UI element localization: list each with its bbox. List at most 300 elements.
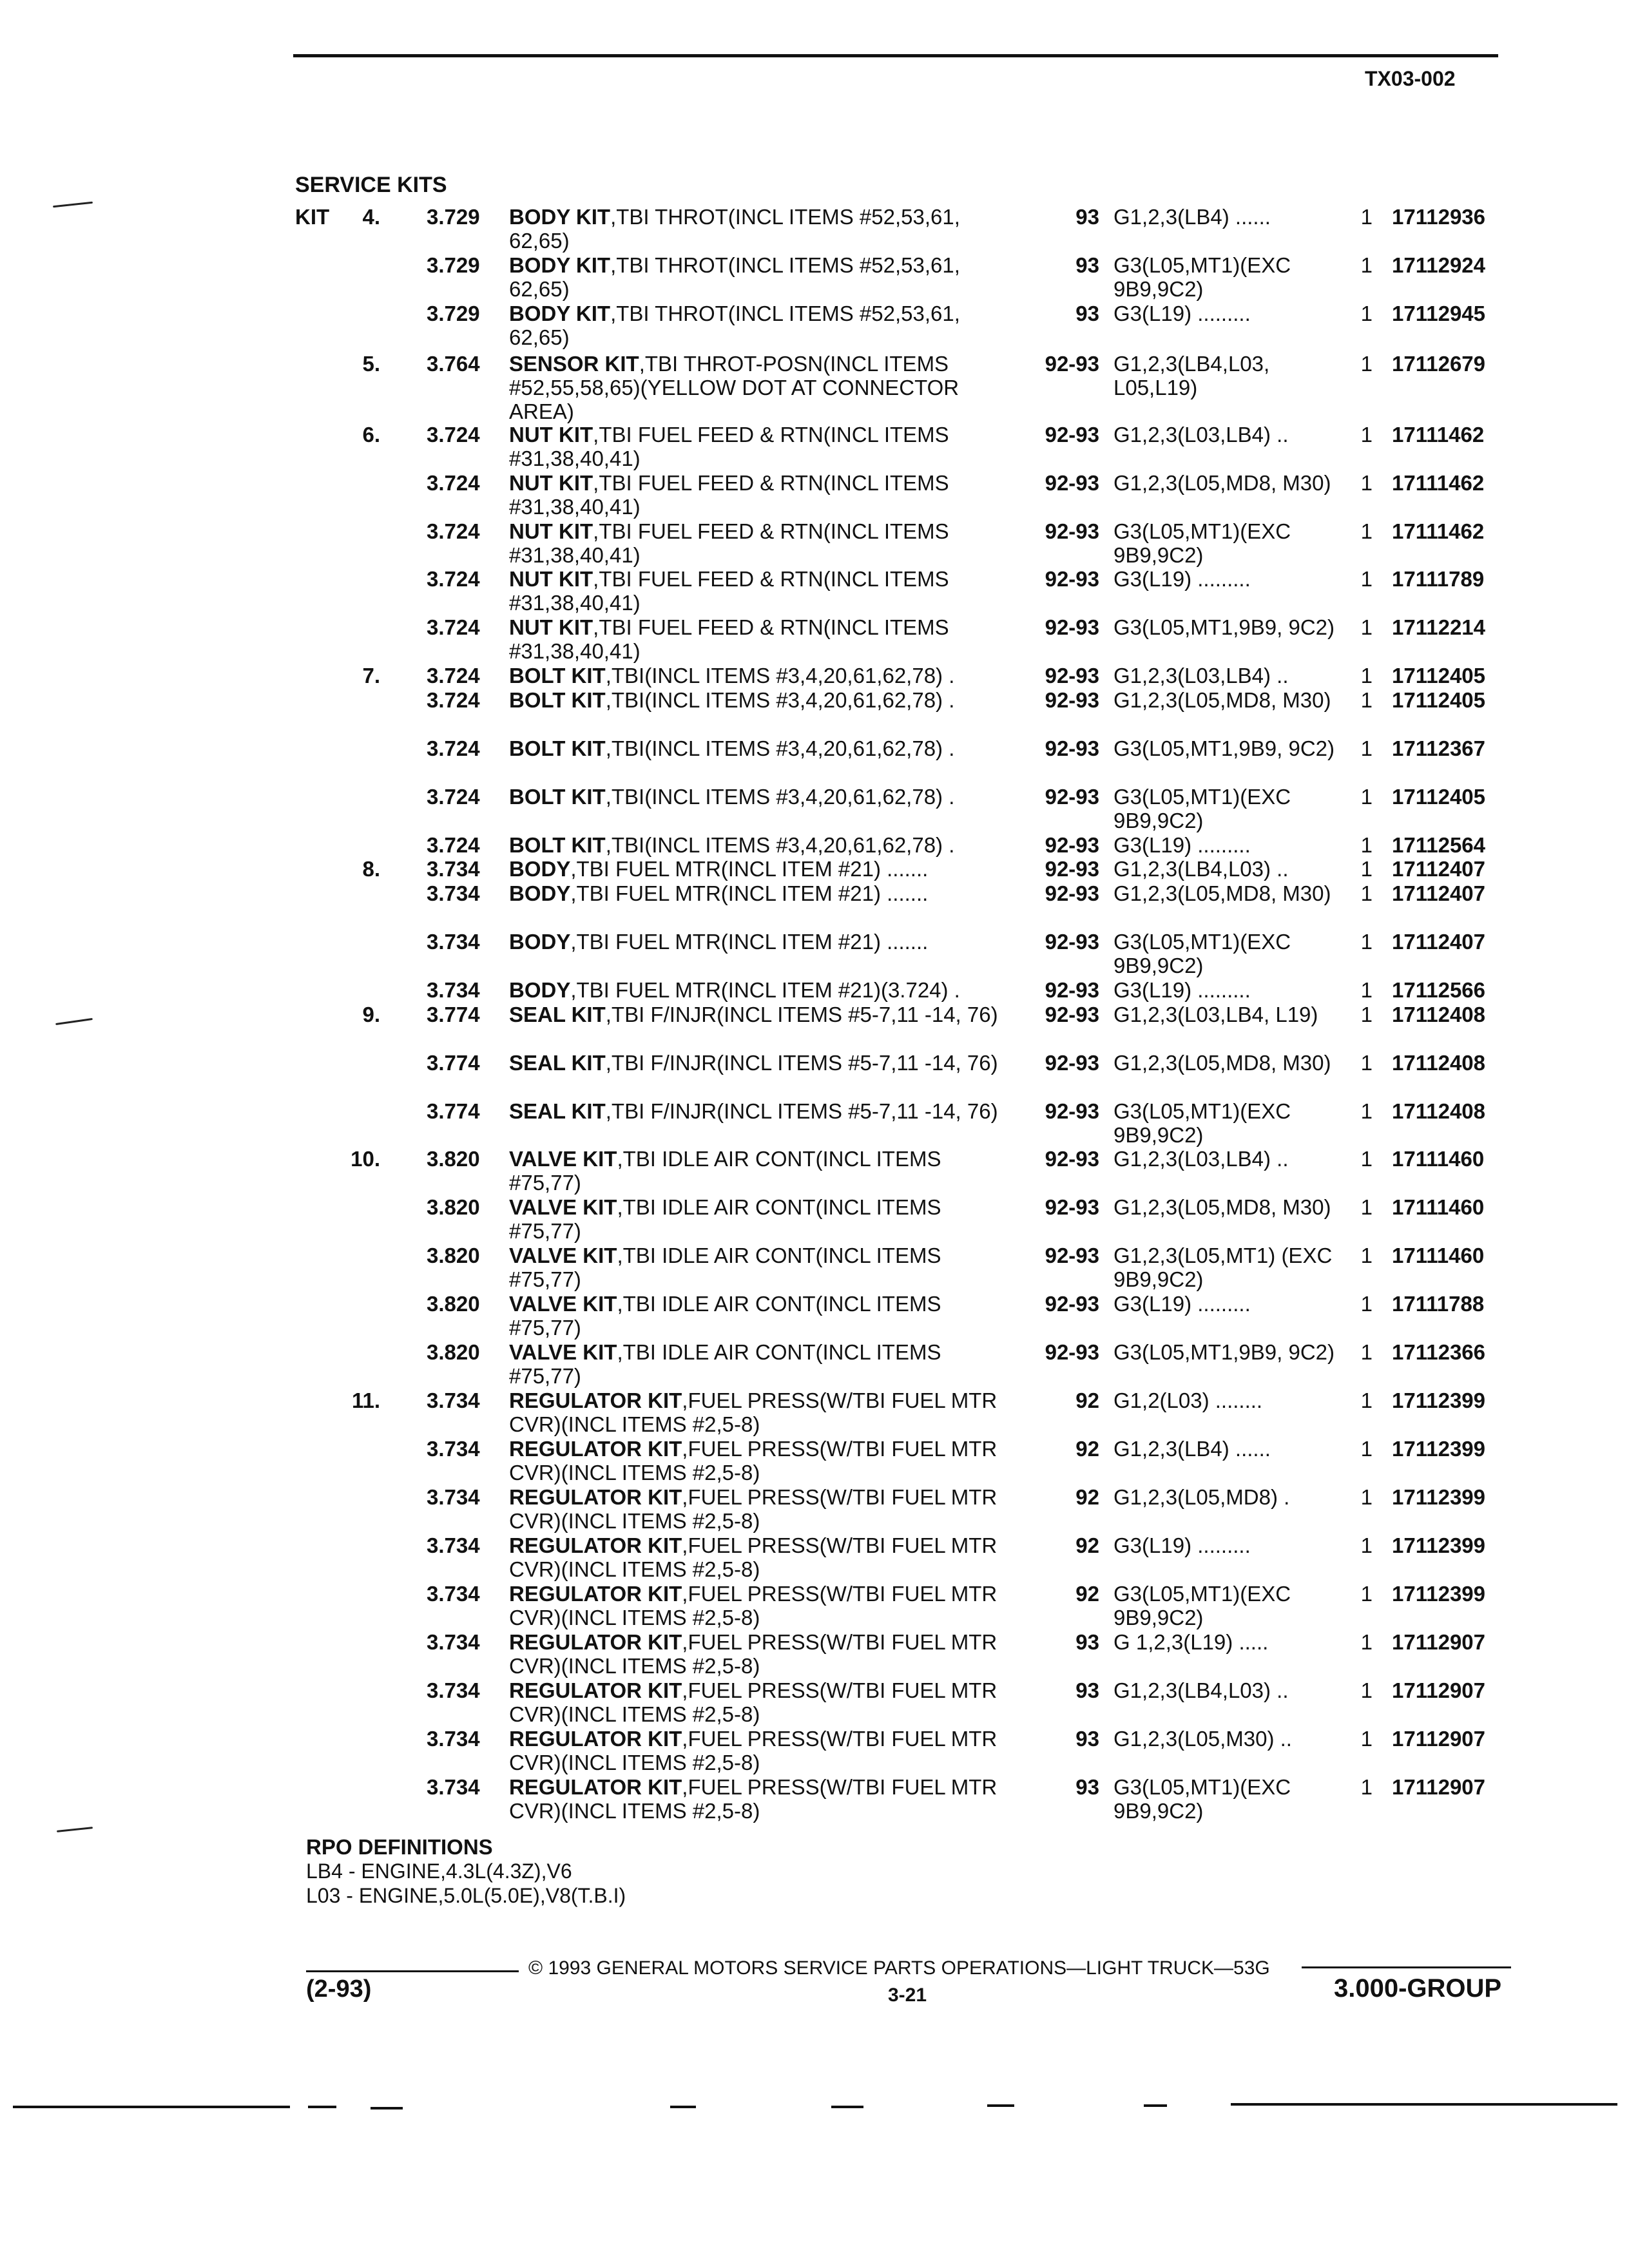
quantity: 1 — [1360, 423, 1373, 447]
part-description — [509, 519, 1018, 567]
footer-rule-right — [1302, 1966, 1511, 1968]
group-number: 3.729 — [427, 302, 480, 325]
quantity: 1 — [1360, 519, 1373, 543]
model-usage: G3(L05,MT1)(EXC 9B9,9C2) — [1113, 519, 1291, 567]
part-name: BODY KIT — [509, 253, 611, 277]
model-year: 93 — [1075, 1775, 1099, 1799]
group-number: 3.734 — [427, 1775, 480, 1799]
part-description — [509, 857, 1018, 881]
part-name: BOLT KIT — [509, 833, 606, 857]
part-description — [509, 1389, 1018, 1436]
quantity: 1 — [1360, 1533, 1373, 1557]
part-description — [509, 1099, 1018, 1123]
part-number: 17112405 — [1392, 688, 1486, 712]
model-year: 92-93 — [1045, 519, 1099, 543]
group-number: 3.734 — [427, 1582, 480, 1606]
footer-group: 3.000-GROUP — [1334, 1974, 1502, 2003]
rpo-line: LB4 - ENGINE,4.3L(4.3Z),V6 — [306, 1860, 572, 1883]
part-detail: ,TBI(INCL ITEMS #3,4,20,61,62,78) . — [605, 785, 955, 809]
part-name: REGULATOR KIT — [509, 1630, 682, 1654]
kit-label: KIT — [295, 205, 330, 229]
quantity: 1 — [1360, 352, 1373, 376]
group-number: 3.734 — [427, 1727, 480, 1751]
group-number: 3.820 — [427, 1340, 480, 1364]
model-usage: G1,2,3(L03,LB4, L19) — [1113, 1003, 1318, 1026]
model-year: 92-93 — [1045, 688, 1099, 712]
part-name: REGULATOR KIT — [509, 1389, 682, 1412]
part-description — [509, 688, 1018, 712]
part-description — [509, 736, 1018, 760]
quantity: 1 — [1360, 833, 1373, 857]
part-description — [509, 615, 1018, 663]
group-number: 3.820 — [427, 1244, 480, 1267]
part-name: BODY — [509, 857, 571, 881]
document-code: TX03-002 — [1365, 67, 1456, 90]
part-name: BODY — [509, 881, 571, 905]
model-usage: G3(L05,MT1)(EXC 9B9,9C2) — [1113, 785, 1291, 832]
part-name: NUT KIT — [509, 423, 593, 447]
part-detail: ,FUEL PRESS(W/TBI FUEL MTR CVR)(INCL ITEMS #2,5-8) — [509, 1678, 998, 1726]
model-usage: G3(L05,MT1)(EXC 9B9,9C2) — [1113, 253, 1291, 301]
model-year: 92-93 — [1045, 978, 1099, 1002]
model-usage: G1,2,3(L05,MD8, M30) — [1113, 1195, 1331, 1219]
part-detail: ,TBI(INCL ITEMS #3,4,20,61,62,78) . — [605, 664, 955, 687]
group-number: 3.774 — [427, 1051, 480, 1075]
part-number: 17112408 — [1392, 1099, 1486, 1123]
copyright-notice: © 1993 GENERAL MOTORS SERVICE PARTS OPERATIONS—LIGHT TRUCK—53G — [528, 1957, 1270, 1979]
part-name: REGULATOR KIT — [509, 1437, 682, 1461]
model-usage: G3(L05,MT1)(EXC 9B9,9C2) — [1113, 1582, 1291, 1629]
item-number: 11. — [351, 1389, 380, 1412]
item-number: 9. — [362, 1003, 380, 1026]
model-usage: G1,2,3(LB4,L03, L05,L19) — [1113, 352, 1270, 399]
part-name: VALVE KIT — [509, 1195, 617, 1219]
part-number: 17112399 — [1392, 1485, 1486, 1509]
part-description — [509, 205, 1018, 253]
model-year: 92-93 — [1045, 930, 1099, 954]
group-number: 3.764 — [427, 352, 480, 376]
model-year: 92-93 — [1045, 471, 1099, 495]
part-number: 17112679 — [1392, 352, 1486, 376]
part-detail: ,FUEL PRESS(W/TBI FUEL MTR CVR)(INCL ITEMS #2,5-8) — [509, 1485, 998, 1533]
group-number: 3.724 — [427, 567, 480, 591]
part-number: 17112399 — [1392, 1389, 1486, 1412]
part-name: BODY KIT — [509, 205, 611, 229]
part-detail: ,TBI FUEL FEED & RTN(INCL ITEMS #31,38,40,41) — [509, 615, 949, 663]
part-description — [509, 881, 1018, 905]
part-detail: ,FUEL PRESS(W/TBI FUEL MTR CVR)(INCL ITEMS #2,5-8) — [509, 1727, 998, 1774]
quantity: 1 — [1360, 1678, 1373, 1702]
scan-line — [1231, 2103, 1617, 2106]
part-detail: ,FUEL PRESS(W/TBI FUEL MTR CVR)(INCL ITEMS #2,5-8) — [509, 1533, 998, 1581]
quantity: 1 — [1360, 978, 1373, 1002]
model-usage: G3(L05,MT1,9B9, 9C2) — [1113, 615, 1335, 639]
group-number: 3.724 — [427, 785, 480, 809]
part-detail: ,FUEL PRESS(W/TBI FUEL MTR CVR)(INCL ITEMS #2,5-8) — [509, 1775, 998, 1823]
quantity: 1 — [1360, 615, 1373, 639]
group-number: 3.734 — [427, 1630, 480, 1654]
model-year: 93 — [1075, 302, 1099, 325]
part-number: 17112366 — [1392, 1340, 1486, 1364]
group-number: 3.734 — [427, 857, 480, 881]
part-number: 17111789 — [1392, 567, 1485, 591]
part-name: SEAL KIT — [509, 1099, 606, 1123]
quantity: 1 — [1360, 1630, 1373, 1654]
group-number: 3.734 — [427, 1533, 480, 1557]
part-detail: ,TBI THROT-POSN(INCL ITEMS #52,55,58,65)(YELLOW DOT AT CONNECTOR AREA) — [509, 352, 959, 423]
group-number: 3.724 — [427, 833, 480, 857]
part-name: SEAL KIT — [509, 1003, 606, 1026]
group-number: 3.724 — [427, 615, 480, 639]
quantity: 1 — [1360, 1389, 1373, 1412]
model-year: 92-93 — [1045, 1003, 1099, 1026]
model-year: 92 — [1075, 1389, 1099, 1412]
model-year: 92-93 — [1045, 1099, 1099, 1123]
part-number: 17112367 — [1392, 736, 1486, 760]
quantity: 1 — [1360, 1147, 1373, 1171]
part-description — [509, 1630, 1018, 1678]
part-detail: ,TBI(INCL ITEMS #3,4,20,61,62,78) . — [605, 736, 955, 760]
part-description — [509, 1340, 1018, 1388]
part-number: 17112907 — [1392, 1727, 1486, 1751]
model-usage: G1,2,3(LB4,L03) .. — [1113, 1678, 1289, 1702]
quantity: 1 — [1360, 471, 1373, 495]
scan-dash — [831, 2106, 863, 2108]
part-number: 17112405 — [1392, 785, 1486, 809]
part-name: BOLT KIT — [509, 736, 606, 760]
quantity: 1 — [1360, 1437, 1373, 1461]
quantity: 1 — [1360, 857, 1373, 881]
quantity: 1 — [1360, 1485, 1373, 1509]
quantity: 1 — [1360, 1244, 1373, 1267]
margin-mark — [55, 1018, 93, 1025]
part-description — [509, 567, 1018, 615]
group-number: 3.734 — [427, 978, 480, 1002]
item-number: 5. — [362, 352, 380, 376]
model-usage: G1,2,3(L05,MD8, M30) — [1113, 688, 1331, 712]
part-name: BOLT KIT — [509, 688, 606, 712]
model-year: 92-93 — [1045, 857, 1099, 881]
part-description — [509, 1582, 1018, 1629]
model-year: 92-93 — [1045, 352, 1099, 376]
model-year: 92-93 — [1045, 615, 1099, 639]
part-description — [509, 1244, 1018, 1291]
part-name: SENSOR KIT — [509, 352, 639, 376]
part-detail: ,TBI THROT(INCL ITEMS #52,53,61, 62,65) — [509, 253, 960, 301]
scan-dash — [308, 2106, 336, 2108]
model-usage: G3(L05,MT1,9B9, 9C2) — [1113, 1340, 1335, 1364]
part-number: 17112907 — [1392, 1775, 1486, 1799]
part-detail: ,TBI(INCL ITEMS #3,4,20,61,62,78) . — [605, 833, 955, 857]
part-description — [509, 785, 1018, 809]
part-name: NUT KIT — [509, 519, 593, 543]
part-detail: ,TBI IDLE AIR CONT(INCL ITEMS #75,77) — [509, 1340, 941, 1388]
part-number: 17112936 — [1392, 205, 1486, 229]
part-number: 17112945 — [1392, 302, 1486, 325]
part-name: REGULATOR KIT — [509, 1485, 682, 1509]
item-number: 8. — [362, 857, 380, 881]
group-number: 3.820 — [427, 1195, 480, 1219]
part-number: 17112924 — [1392, 253, 1486, 277]
part-detail: ,TBI FUEL MTR(INCL ITEM #21) ....... — [570, 930, 929, 954]
part-number: 17112408 — [1392, 1003, 1486, 1026]
part-description — [509, 1292, 1018, 1340]
model-year: 92-93 — [1045, 567, 1099, 591]
part-detail: ,FUEL PRESS(W/TBI FUEL MTR CVR)(INCL ITEMS #2,5-8) — [509, 1389, 998, 1436]
model-usage: G1,2,3(LB4) ...... — [1113, 205, 1271, 229]
model-usage: G3(L19) ......... — [1113, 1533, 1251, 1557]
quantity: 1 — [1360, 1292, 1373, 1316]
model-year: 92 — [1075, 1582, 1099, 1606]
model-year: 92 — [1075, 1485, 1099, 1509]
quantity: 1 — [1360, 205, 1373, 229]
part-description — [509, 1775, 1018, 1823]
part-description — [509, 1051, 1018, 1075]
model-usage: G1,2,3(L05,MT1) (EXC 9B9,9C2) — [1113, 1244, 1333, 1291]
model-year: 92-93 — [1045, 664, 1099, 687]
model-year: 92 — [1075, 1533, 1099, 1557]
part-name: REGULATOR KIT — [509, 1533, 682, 1557]
part-description — [509, 1437, 1018, 1485]
part-name: REGULATOR KIT — [509, 1678, 682, 1702]
quantity: 1 — [1360, 785, 1373, 809]
group-number: 3.734 — [427, 881, 480, 905]
model-year: 92-93 — [1045, 833, 1099, 857]
part-number: 17112407 — [1392, 881, 1486, 905]
model-usage: G3(L19) ......... — [1113, 1292, 1251, 1316]
model-year: 93 — [1075, 1678, 1099, 1702]
part-name: VALVE KIT — [509, 1244, 617, 1267]
part-description — [509, 1485, 1018, 1533]
model-usage: G1,2,3(L05,MD8, M30) — [1113, 881, 1331, 905]
part-name: NUT KIT — [509, 471, 593, 495]
item-number: 4. — [362, 205, 380, 229]
part-name: SEAL KIT — [509, 1051, 606, 1075]
quantity: 1 — [1360, 1775, 1373, 1799]
rpo-line: L03 - ENGINE,5.0L(5.0E),V8(T.B.I) — [306, 1884, 626, 1907]
model-year: 92-93 — [1045, 785, 1099, 809]
page-number: 3-21 — [888, 1984, 927, 2006]
part-number: 17112407 — [1392, 857, 1486, 881]
model-usage: G1,2,3(L03,LB4) .. — [1113, 664, 1289, 687]
part-detail: ,TBI IDLE AIR CONT(INCL ITEMS #75,77) — [509, 1195, 941, 1243]
group-number: 3.724 — [427, 423, 480, 447]
part-description — [509, 664, 1018, 687]
part-number: 17112907 — [1392, 1630, 1486, 1654]
part-name: REGULATOR KIT — [509, 1775, 682, 1799]
part-number: 17111460 — [1392, 1244, 1485, 1267]
model-usage: G1,2,3(LB4,L03) .. — [1113, 857, 1289, 881]
part-description — [509, 833, 1018, 857]
part-number: 17112214 — [1392, 615, 1486, 639]
part-number: 17112405 — [1392, 664, 1486, 687]
part-detail: ,FUEL PRESS(W/TBI FUEL MTR CVR)(INCL ITEMS #2,5-8) — [509, 1630, 998, 1678]
part-name: BODY KIT — [509, 302, 611, 325]
part-detail: ,TBI FUEL MTR(INCL ITEM #21) ....... — [570, 857, 929, 881]
model-year: 93 — [1075, 205, 1099, 229]
quantity: 1 — [1360, 1340, 1373, 1364]
group-number: 3.724 — [427, 736, 480, 760]
group-number: 3.734 — [427, 1437, 480, 1461]
group-number: 3.724 — [427, 519, 480, 543]
quantity: 1 — [1360, 1099, 1373, 1123]
model-year: 92-93 — [1045, 1292, 1099, 1316]
scan-line — [13, 2106, 290, 2108]
quantity: 1 — [1360, 688, 1373, 712]
part-detail: ,FUEL PRESS(W/TBI FUEL MTR CVR)(INCL ITEMS #2,5-8) — [509, 1582, 998, 1629]
group-number: 3.734 — [427, 1389, 480, 1412]
model-usage: G3(L05,MT1,9B9, 9C2) — [1113, 736, 1335, 760]
item-number: 6. — [362, 423, 380, 447]
rpo-title: RPO DEFINITIONS — [306, 1835, 493, 1859]
part-detail: ,FUEL PRESS(W/TBI FUEL MTR CVR)(INCL ITEMS #2,5-8) — [509, 1437, 998, 1485]
part-name: VALVE KIT — [509, 1340, 617, 1364]
model-year: 92-93 — [1045, 1147, 1099, 1171]
quantity: 1 — [1360, 1582, 1373, 1606]
model-usage: G3(L05,MT1)(EXC 9B9,9C2) — [1113, 1099, 1291, 1147]
model-usage: G1,2,3(LB4) ...... — [1113, 1437, 1271, 1461]
model-year: 92-93 — [1045, 1244, 1099, 1267]
part-name: NUT KIT — [509, 567, 593, 591]
header-rule — [293, 54, 1498, 57]
part-number: 17112399 — [1392, 1533, 1486, 1557]
footer-rule-left — [306, 1970, 519, 1972]
group-number: 3.734 — [427, 1678, 480, 1702]
part-detail: ,TBI FUEL FEED & RTN(INCL ITEMS #31,38,40,41) — [509, 519, 949, 567]
part-name: NUT KIT — [509, 615, 593, 639]
part-number: 17111788 — [1392, 1292, 1485, 1316]
part-detail: ,TBI THROT(INCL ITEMS #52,53,61, 62,65) — [509, 302, 960, 349]
model-usage: G1,2,3(L05,MD8, M30) — [1113, 1051, 1331, 1075]
quantity: 1 — [1360, 1195, 1373, 1219]
part-number: 17112566 — [1392, 978, 1486, 1002]
model-usage: G1,2,3(L05,MD8) . — [1113, 1485, 1290, 1509]
quantity: 1 — [1360, 567, 1373, 591]
part-number: 17112408 — [1392, 1051, 1486, 1075]
quantity: 1 — [1360, 664, 1373, 687]
model-usage: G1,2(L03) ........ — [1113, 1389, 1263, 1412]
part-name: BOLT KIT — [509, 664, 606, 687]
scan-dash — [371, 2107, 403, 2109]
model-usage: G3(L19) ......... — [1113, 302, 1251, 325]
quantity: 1 — [1360, 1727, 1373, 1751]
model-usage: G3(L19) ......... — [1113, 833, 1251, 857]
model-year: 93 — [1075, 1630, 1099, 1654]
part-description — [509, 352, 1018, 423]
quantity: 1 — [1360, 881, 1373, 905]
model-year: 92 — [1075, 1437, 1099, 1461]
part-name: VALVE KIT — [509, 1292, 617, 1316]
part-detail: ,TBI FUEL FEED & RTN(INCL ITEMS #31,38,40,41) — [509, 423, 949, 470]
part-number: 17111460 — [1392, 1195, 1485, 1219]
model-usage: G1,2,3(L05,M30) .. — [1113, 1727, 1292, 1751]
part-description — [509, 423, 1018, 470]
part-detail: ,TBI IDLE AIR CONT(INCL ITEMS #75,77) — [509, 1292, 941, 1340]
part-name: BOLT KIT — [509, 785, 606, 809]
group-number: 3.734 — [427, 930, 480, 954]
model-year: 92-93 — [1045, 1195, 1099, 1219]
group-number: 3.820 — [427, 1292, 480, 1316]
model-year: 93 — [1075, 1727, 1099, 1751]
quantity: 1 — [1360, 1003, 1373, 1026]
quantity: 1 — [1360, 930, 1373, 954]
part-description — [509, 978, 1018, 1002]
part-detail: ,TBI FUEL MTR(INCL ITEM #21) ....... — [570, 881, 929, 905]
group-number: 3.724 — [427, 664, 480, 687]
part-name: REGULATOR KIT — [509, 1582, 682, 1606]
margin-mark — [57, 1827, 93, 1832]
group-number: 3.774 — [427, 1003, 480, 1026]
part-number: 17112907 — [1392, 1678, 1486, 1702]
part-detail: ,TBI FUEL FEED & RTN(INCL ITEMS #31,38,40,41) — [509, 471, 949, 519]
part-detail: ,TBI F/INJR(INCL ITEMS #5-7,11 -14, 76) — [605, 1051, 998, 1075]
part-number: 17111462 — [1392, 423, 1485, 447]
group-number: 3.774 — [427, 1099, 480, 1123]
model-year: 92-93 — [1045, 736, 1099, 760]
quantity: 1 — [1360, 1051, 1373, 1075]
part-detail: ,TBI IDLE AIR CONT(INCL ITEMS #75,77) — [509, 1147, 941, 1195]
part-name: REGULATOR KIT — [509, 1727, 682, 1751]
group-number: 3.724 — [427, 688, 480, 712]
model-usage: G1,2,3(L05,MD8, M30) — [1113, 471, 1331, 495]
part-name: BODY — [509, 978, 571, 1002]
margin-mark — [53, 202, 93, 207]
item-number: 10. — [351, 1147, 380, 1171]
part-detail: ,TBI FUEL FEED & RTN(INCL ITEMS #31,38,40,41) — [509, 567, 949, 615]
model-year: 93 — [1075, 253, 1099, 277]
scan-dash — [1144, 2104, 1167, 2107]
part-name: BODY — [509, 930, 571, 954]
part-description — [509, 1195, 1018, 1243]
part-number: 17112407 — [1392, 930, 1486, 954]
part-description — [509, 930, 1018, 954]
model-usage: G 1,2,3(L19) ..... — [1113, 1630, 1269, 1654]
part-number: 17112564 — [1392, 833, 1486, 857]
part-detail: ,TBI F/INJR(INCL ITEMS #5-7,11 -14, 76) — [605, 1099, 998, 1123]
part-number: 17111462 — [1392, 519, 1485, 543]
group-number: 3.729 — [427, 253, 480, 277]
part-number: 17112399 — [1392, 1582, 1486, 1606]
part-description — [509, 471, 1018, 519]
quantity: 1 — [1360, 736, 1373, 760]
model-year: 92-93 — [1045, 423, 1099, 447]
group-number: 3.729 — [427, 205, 480, 229]
model-usage: G3(L05,MT1)(EXC 9B9,9C2) — [1113, 1775, 1291, 1823]
model-usage: G1,2,3(L03,LB4) .. — [1113, 423, 1289, 447]
quantity: 1 — [1360, 253, 1373, 277]
scan-dash — [987, 2104, 1014, 2107]
quantity: 1 — [1360, 302, 1373, 325]
part-number: 17111460 — [1392, 1147, 1485, 1171]
part-description — [509, 302, 1018, 349]
group-number: 3.734 — [427, 1485, 480, 1509]
part-description — [509, 253, 1018, 301]
part-detail: ,TBI FUEL MTR(INCL ITEM #21)(3.724) . — [570, 978, 960, 1002]
part-name: VALVE KIT — [509, 1147, 617, 1171]
scan-dash — [670, 2106, 696, 2108]
group-number: 3.820 — [427, 1147, 480, 1171]
model-year: 92-93 — [1045, 1340, 1099, 1364]
part-description — [509, 1533, 1018, 1581]
part-number: 17112399 — [1392, 1437, 1486, 1461]
part-description — [509, 1147, 1018, 1195]
part-detail: ,TBI THROT(INCL ITEMS #52,53,61, 62,65) — [509, 205, 960, 253]
part-detail: ,TBI IDLE AIR CONT(INCL ITEMS #75,77) — [509, 1244, 941, 1291]
part-description — [509, 1003, 1018, 1026]
part-number: 17111462 — [1392, 471, 1485, 495]
footer-date: (2-93) — [306, 1975, 372, 2003]
model-usage: G3(L19) ......... — [1113, 978, 1251, 1002]
